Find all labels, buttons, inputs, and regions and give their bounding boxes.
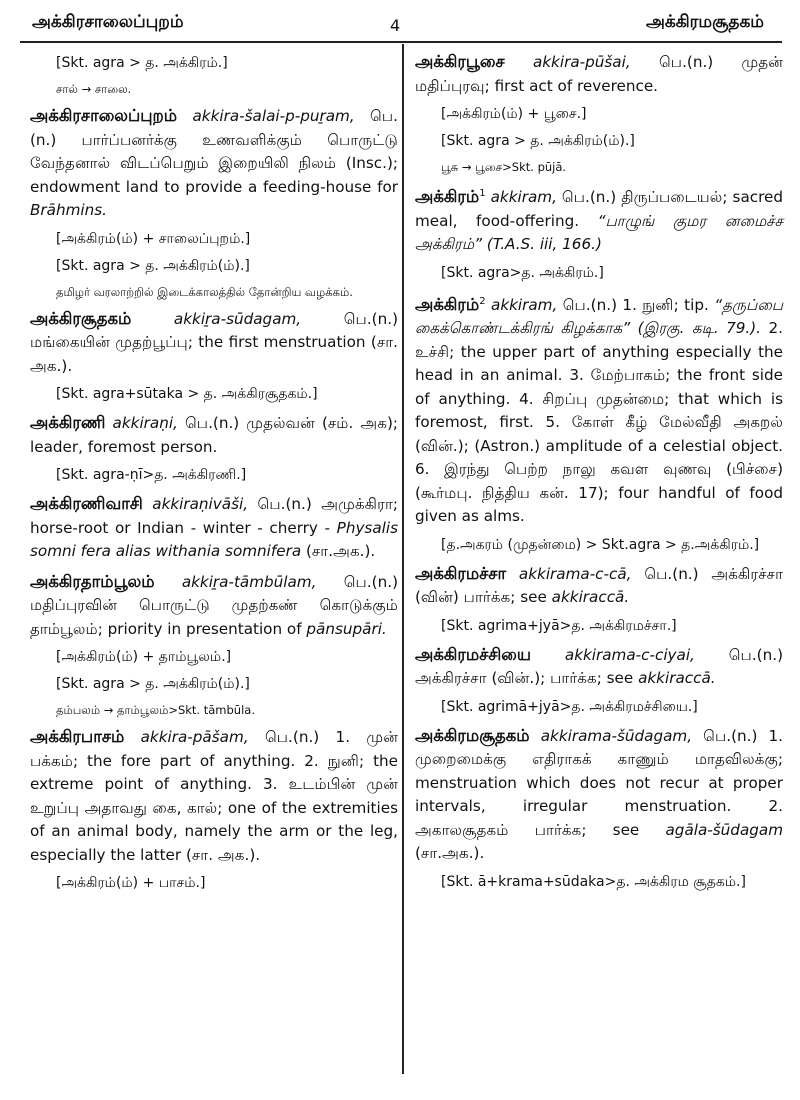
entry-transliteration: akkiram, xyxy=(490,188,557,207)
entry-transliteration: akkiṟa-tāmbūlam, xyxy=(181,572,317,591)
entry-definition-italic: akkiraccā. xyxy=(638,669,716,688)
entry-definition-italic: agāla-šūdagam xyxy=(665,820,783,839)
right-column xyxy=(415,50,783,899)
entry-transliteration: akkirama-c-cā, xyxy=(518,564,632,583)
entry-headword: அக்கிரமச்சா xyxy=(415,563,507,583)
entry-headword: அக்கிரணிவாசி xyxy=(30,494,143,513)
entry-etymology: [அக்கிரம்(ம்) + தாம்பூலம்.] xyxy=(56,649,232,665)
entry-headword: அக்கிரம் xyxy=(415,294,480,314)
left-column xyxy=(30,50,398,900)
dictionary-entry xyxy=(415,562,783,610)
entry-note: தமிழர் வரலாற்றில் இடைக்காலத்தில் தோன்றிய வழக்கம். xyxy=(56,284,353,299)
entry-definition: பெ.(n.) 1. நுனி; tip. xyxy=(562,295,715,314)
entry-transliteration: akkirama-c-ciyai, xyxy=(564,645,695,664)
entry-transliteration: akkiṟa-sūdagam, xyxy=(173,309,302,328)
dictionary-entry xyxy=(30,725,398,867)
entry-headword: அக்கிரம் xyxy=(415,187,480,207)
entry-definition: பெ.(n.) பார்ப்பனர்க்கு உணவளிக்கும் பொருட்டு வேந்தனால் விடப்பெறும் இறையிலி நிலம் (Insc.); endowment land to provide a feeding-house for xyxy=(30,107,398,196)
entry-definition-italic: Physalis somni fera alias withania somnifera xyxy=(30,518,398,560)
entry-etymology: [அக்கிரம்(ம்) + சாலைப்புறம்.] xyxy=(56,230,251,247)
dictionary-entry xyxy=(30,570,398,642)
homograph-number: 1 xyxy=(479,188,486,199)
entry-definition-italic: Brāhmins. xyxy=(30,201,107,219)
entry-transliteration: akkira-pūšai, xyxy=(532,53,631,71)
entry-etymology: [த.அகரம் (முதன்மை) > Skt.agra > த.அக்கிரம்.] xyxy=(441,536,760,553)
entry-etymology: [Skt. agra > த. அக்கிரம்(ம்).] xyxy=(441,133,635,149)
entry-definition: பெ.(n.) அமுக்கிரா; horse-root or Indian - winter - cherry - xyxy=(30,495,398,537)
entry-etymology: [Skt. agra+sūtaka > த. அக்கிரசூதகம்.] xyxy=(56,386,318,402)
entry-note: பூசு → பூசை>Skt. pūjā. xyxy=(441,160,567,174)
entry-quotation: “பாழுங் குமர னமைச்ச அக்கிரம்” (T.A.S. iii, 166.) xyxy=(415,211,784,254)
entry-transliteration: akkiraṇi, xyxy=(112,414,178,432)
entry-etymology: [அக்கிரம்(ம்) + பாசம்.] xyxy=(56,875,206,891)
dictionary-entry xyxy=(415,50,783,98)
entry-headword: அக்கிரபாசம் xyxy=(30,727,125,746)
entry-etymology: [Skt. ā+krama+sūdaka>த. அக்கிரம சூதகம்.] xyxy=(441,873,746,890)
entry-etymology: [Skt. agrima+jyā>த. அக்கிரமச்சா.] xyxy=(441,617,677,634)
entry-headword: அக்கிரபூசை xyxy=(415,52,505,71)
entry-definition: பெ.(n.) மங்கையின் முதற்பூப்பு; the first menstruation (சா. அக.). xyxy=(30,309,398,375)
column-divider xyxy=(402,44,404,1074)
entry-definition: பெ.(n.) முதல்வன் (சம். அக); leader, foremost person. xyxy=(30,414,399,456)
entry-etymology: [Skt. agra > த. அக்கிரம்(ம்).] xyxy=(56,676,250,692)
entry-definition: பெ.(n.) 1. முறைமைக்கு எதிராகக் காணும் மாதவிலக்கு; menstruation which does not recur at proper intervals, irregular menstruation. 2. அகாலசூதகம் பார்க்க; see xyxy=(415,726,784,839)
entry-definition: பெ.(n.) முதன் மதிப்புரவு; first act of reverence. xyxy=(415,53,783,95)
entry-definition: பெ.(n.) 1. முன் பக்கம்; the fore part of anything. 2. நுனி; the extreme point of anything. 3. உடம்பின் முன் உறுப்பு அதாவது கை, கால்; one of the extremities of an animal body, namely the arm or the leg, especially the latter (சா. அக.). xyxy=(30,728,399,864)
entry-transliteration: akkiram, xyxy=(491,295,558,314)
entry-definition-italic: akkiraccā. xyxy=(551,588,630,607)
entry-note: தம்பலம் → தாம்பூலம்>Skt. tāmbūla. xyxy=(56,703,255,717)
dictionary-entry xyxy=(30,411,398,459)
header-rule xyxy=(20,41,782,43)
page-header xyxy=(0,0,800,50)
entry-transliteration: akkira-šalai-p-puṟam, xyxy=(192,107,355,125)
page-number: 4 xyxy=(390,16,401,35)
dictionary-entry xyxy=(30,492,398,564)
entry-etymology: [அக்கிரம்(ம்) + பூசை.] xyxy=(441,106,587,122)
left-running-head: அக்கிரசாலைப்புறம் xyxy=(32,12,184,32)
entry-definition-tail: (சா.அக.). xyxy=(301,542,376,560)
dictionary-entry xyxy=(30,104,398,223)
entry-headword: அக்கிரணி xyxy=(30,413,106,432)
entry-definition: பெ.(n.) அக்கிரச்சா (வின்.); பார்க்க; see xyxy=(415,645,783,688)
entry-definition-cont: 2. உச்சி; the upper part of anything especially the head in an animal. 3. மேற்பாகம்; the front side of anything. 4. சிறப்பு முதன்மை; that which is foremost, first. 5. கோள் கீழ் மேல்வீதி அகறல் (வின்.); (Astron.) amplitude of a celestial object. 6. இரந்து பெற்ற நாலு கவள வுணவு (பிச்சை) (கூர்மபு. நித்திய கன். 17); four handful of food given as alms. xyxy=(415,319,783,526)
entry-transliteration: akkirama-šūdagam, xyxy=(540,726,693,745)
dictionary-entry xyxy=(415,643,783,691)
continued-etymology: [Skt. agra > த. அக்கிரம்.] xyxy=(56,55,228,71)
entry-etymology: [Skt. agra > த. அக்கிரம்(ம்).] xyxy=(56,257,250,274)
right-running-head: அக்கிரமசூதகம் xyxy=(645,12,764,32)
entry-definition-tail: (சா.அக.). xyxy=(415,844,485,863)
entry-transliteration: akkiraṇivāši, xyxy=(152,495,249,513)
dictionary-entry xyxy=(30,307,398,379)
entry-headword: அக்கிரமச்சியை xyxy=(415,644,532,664)
dictionary-entry xyxy=(415,290,783,529)
entry-definition-italic: pānsupāri. xyxy=(306,619,387,638)
entry-headword: அக்கிரமசூதகம் xyxy=(415,725,530,745)
homograph-number: 2 xyxy=(479,295,486,307)
entry-definition: பெ.(n.) மதிப்புரவின் பொருட்டு முதற்கண் கொடுக்கும் தாம்பூலம்; priority in presentation of xyxy=(30,572,398,638)
entry-definition: பெ.(n.) அக்கிரச்சா (வின்) பார்க்க; see xyxy=(415,564,784,607)
entry-quotation: “தருப்பை கைக்கொண்டக்கிரங் கிழக்காக” (இரகு. கடி. 79.). xyxy=(415,295,784,338)
entry-transliteration: akkira-pāšam, xyxy=(140,728,249,746)
dictionary-entry xyxy=(415,182,783,257)
entry-etymology: [Skt. agra-ṇī>த. அக்கிரணி.] xyxy=(56,467,247,483)
entry-etymology: [Skt. agrimā+jyā>த. அக்கிரமச்சியை.] xyxy=(441,698,698,715)
continued-note: சால் → சாலை. xyxy=(56,82,132,96)
entry-definition: பெ.(n.) திருப்படையல்; sacred meal, food-offering. xyxy=(415,188,783,230)
dictionary-entry xyxy=(415,724,783,866)
entry-headword: அக்கிரதாம்பூலம் xyxy=(30,571,155,591)
entry-headword: அக்கிரசூதகம் xyxy=(30,308,132,328)
entry-etymology: [Skt. agra>த. அக்கிரம்.] xyxy=(441,264,604,281)
entry-headword: அக்கிரசாலைப்புறம் xyxy=(30,106,178,125)
